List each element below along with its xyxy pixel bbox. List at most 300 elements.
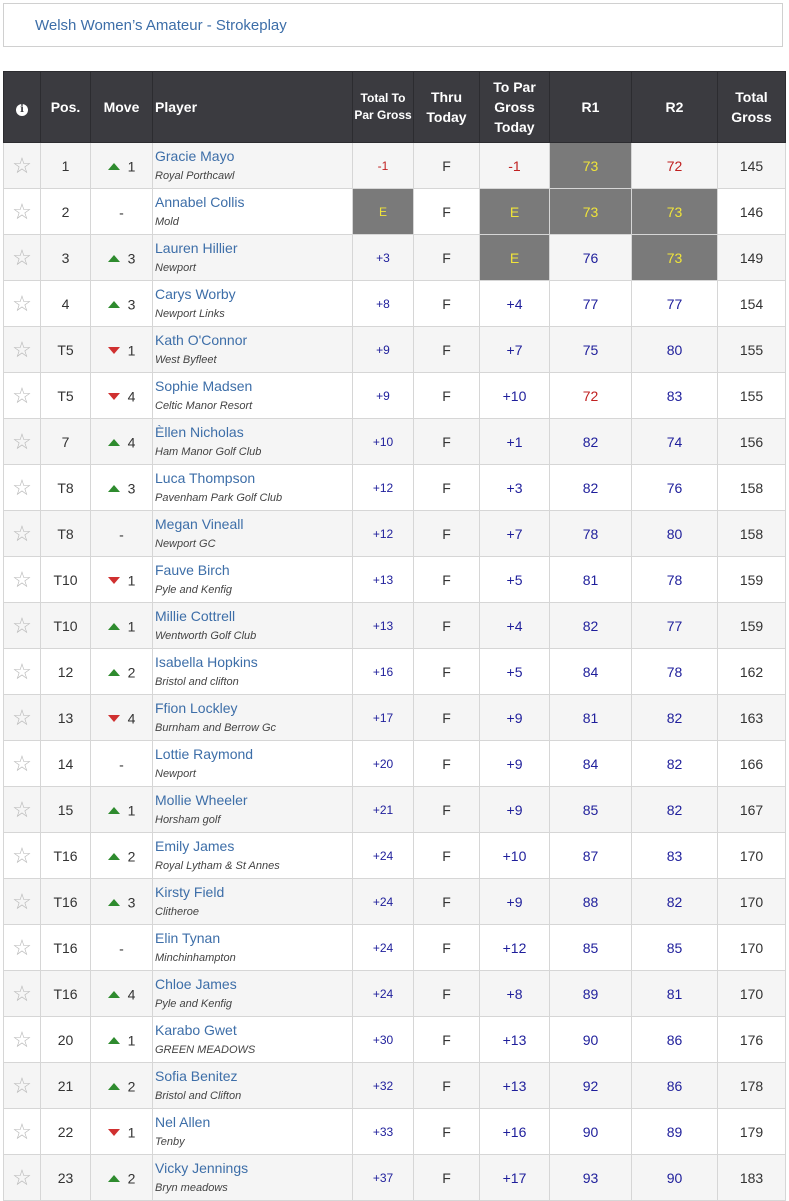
- thru-cell: F: [414, 327, 480, 373]
- player-name-link[interactable]: Isabella Hopkins: [155, 654, 258, 670]
- arrow-down-icon: [108, 347, 120, 354]
- arrow-up-icon: [108, 163, 120, 170]
- player-name-link[interactable]: Lauren Hillier: [155, 240, 238, 256]
- thru-cell: F: [414, 925, 480, 971]
- table-row[interactable]: [4, 879, 786, 925]
- thru-cell: F: [414, 511, 480, 557]
- thru-cell: F: [414, 833, 480, 879]
- total-to-par-cell: +16: [353, 649, 414, 695]
- total-to-par-cell: +21: [353, 787, 414, 833]
- to-par-today-cell: +5: [480, 649, 550, 695]
- star-icon[interactable]: ☆: [12, 520, 32, 546]
- info-header[interactable]: [4, 72, 41, 143]
- favorite-cell[interactable]: [4, 787, 41, 833]
- player-header: Player: [153, 72, 353, 143]
- player-cell: [153, 695, 353, 741]
- total-to-par-cell: +17: [353, 695, 414, 741]
- r2-cell: 90: [632, 1155, 718, 1201]
- total-to-par-cell: +12: [353, 465, 414, 511]
- player-name-link[interactable]: Vicky Jennings: [155, 1160, 249, 1176]
- star-icon[interactable]: ☆: [12, 290, 32, 316]
- player-name-link[interactable]: Emily James: [155, 838, 235, 854]
- player-cell: [153, 971, 353, 1017]
- r1-cell: 84: [550, 649, 632, 695]
- total-gross-cell: 154: [718, 281, 786, 327]
- table-row[interactable]: [4, 1017, 786, 1063]
- total-to-par-cell: -1: [353, 143, 414, 189]
- total-gross-cell: 166: [718, 741, 786, 787]
- to-par-today-cell: +16: [480, 1109, 550, 1155]
- thru-cell: F: [414, 373, 480, 419]
- arrow-down-icon: [108, 393, 120, 400]
- table-row[interactable]: [4, 925, 786, 971]
- r2-cell: 83: [632, 833, 718, 879]
- move-header: Move: [91, 72, 153, 143]
- to-par-today-cell: +10: [480, 373, 550, 419]
- star-icon[interactable]: ☆: [12, 750, 32, 776]
- player-name-link[interactable]: Carys Worby: [155, 286, 236, 302]
- player-name-link[interactable]: Kirsty Field: [155, 884, 225, 900]
- total-to-par-cell: +8: [353, 281, 414, 327]
- favorite-cell[interactable]: [4, 1017, 41, 1063]
- player-cell: [153, 1017, 353, 1063]
- player-name-link[interactable]: Annabel Collis: [155, 194, 245, 210]
- thru-cell: F: [414, 1063, 480, 1109]
- table-row[interactable]: [4, 1063, 786, 1109]
- player-cell: [153, 741, 353, 787]
- player-cell: [153, 1063, 353, 1109]
- move-cell: [91, 649, 153, 695]
- r1-cell: 84: [550, 741, 632, 787]
- total-to-par-cell: +12: [353, 511, 414, 557]
- arrow-up-icon: [108, 669, 120, 676]
- player-cell: [153, 465, 353, 511]
- r2-cell: 73: [632, 189, 718, 235]
- move-value: 2: [127, 1078, 136, 1095]
- table-row[interactable]: [4, 281, 786, 327]
- total-to-par-cell: +33: [353, 1109, 414, 1155]
- r2-cell: 82: [632, 879, 718, 925]
- favorite-cell[interactable]: [4, 235, 41, 281]
- move-cell: [91, 557, 153, 603]
- total-to-par-cell: +9: [353, 327, 414, 373]
- position-cell: T10: [41, 603, 91, 649]
- table-row[interactable]: [4, 373, 786, 419]
- star-icon[interactable]: ☆: [12, 428, 32, 454]
- r1-cell: 72: [550, 373, 632, 419]
- position-cell: T16: [41, 925, 91, 971]
- position-cell: T10: [41, 557, 91, 603]
- r2-cell: 82: [632, 695, 718, 741]
- favorite-cell[interactable]: [4, 419, 41, 465]
- star-icon[interactable]: ☆: [12, 796, 32, 822]
- to-par-today-cell: +9: [480, 879, 550, 925]
- player-cell: [153, 649, 353, 695]
- move-cell: [91, 511, 153, 557]
- r1-cell: 85: [550, 787, 632, 833]
- player-cell: [153, 925, 353, 971]
- player-name-link[interactable]: Fauve Birch: [155, 562, 230, 578]
- move-cell: [91, 1063, 153, 1109]
- to-par-today-cell: +5: [480, 557, 550, 603]
- total-gross-cell: 170: [718, 971, 786, 1017]
- thru-cell: F: [414, 1109, 480, 1155]
- thru-cell: F: [414, 787, 480, 833]
- player-cell: [153, 327, 353, 373]
- table-row[interactable]: [4, 695, 786, 741]
- r1-cell: 78: [550, 511, 632, 557]
- move-cell: [91, 695, 153, 741]
- to-par-today-cell: +7: [480, 511, 550, 557]
- player-name-link[interactable]: Karabo Gwet: [155, 1022, 237, 1038]
- star-icon[interactable]: ☆: [12, 658, 32, 684]
- to-par-today-cell: +3: [480, 465, 550, 511]
- table-row[interactable]: [4, 787, 786, 833]
- total-to-par-cell: +30: [353, 1017, 414, 1063]
- total-to-par-cell: +24: [353, 879, 414, 925]
- move-value: 1: [127, 1032, 136, 1049]
- player-club: Bryn meadows: [155, 1182, 228, 1194]
- table-row[interactable]: [4, 971, 786, 1017]
- to-par-today-cell: +12: [480, 925, 550, 971]
- star-icon[interactable]: ☆: [12, 244, 32, 270]
- total-gross-cell: 158: [718, 465, 786, 511]
- r2-cell: 86: [632, 1017, 718, 1063]
- r1-cell: 90: [550, 1109, 632, 1155]
- star-icon[interactable]: ☆: [12, 566, 32, 592]
- leaderboard-table: [3, 71, 786, 1201]
- to-par-today-cell: +7: [480, 327, 550, 373]
- player-name-link[interactable]: Luca Thompson: [155, 470, 256, 486]
- star-icon[interactable]: ☆: [12, 382, 32, 408]
- r2-cell: 74: [632, 419, 718, 465]
- table-row[interactable]: [4, 419, 786, 465]
- player-club: Mold: [155, 216, 179, 228]
- thru-cell: F: [414, 603, 480, 649]
- header-row: [4, 72, 786, 143]
- player-club: Newport: [155, 262, 196, 274]
- total-to-par-cell: +20: [353, 741, 414, 787]
- total-gross-cell: 170: [718, 925, 786, 971]
- move-cell: [91, 373, 153, 419]
- r2-cell: 81: [632, 971, 718, 1017]
- to-par-today-cell: +4: [480, 603, 550, 649]
- thru-today-header: Thru Today: [414, 72, 480, 143]
- player-cell: [153, 603, 353, 649]
- star-icon[interactable]: ☆: [12, 980, 32, 1006]
- star-icon[interactable]: ☆: [12, 336, 32, 362]
- total-gross-cell: 167: [718, 787, 786, 833]
- r1-cell: 75: [550, 327, 632, 373]
- table-row[interactable]: [4, 465, 786, 511]
- favorite-cell[interactable]: [4, 1155, 41, 1201]
- move-cell: [91, 879, 153, 925]
- r2-cell: 85: [632, 925, 718, 971]
- table-row[interactable]: [4, 143, 786, 189]
- total-to-par-cell: +13: [353, 603, 414, 649]
- move-value: 1: [127, 342, 136, 359]
- table-row[interactable]: [4, 649, 786, 695]
- player-cell: [153, 557, 353, 603]
- to-par-today-cell: E: [480, 235, 550, 281]
- move-cell: [91, 833, 153, 879]
- thru-cell: F: [414, 235, 480, 281]
- thru-cell: F: [414, 971, 480, 1017]
- move-value: -: [119, 756, 124, 773]
- move-cell: [91, 603, 153, 649]
- move-cell: [91, 235, 153, 281]
- favorite-cell[interactable]: [4, 741, 41, 787]
- table-row[interactable]: [4, 557, 786, 603]
- player-cell: [153, 373, 353, 419]
- thru-cell: F: [414, 557, 480, 603]
- player-name-link[interactable]: Chloe James: [155, 976, 237, 992]
- player-cell: [153, 787, 353, 833]
- move-cell: [91, 787, 153, 833]
- total-to-par-cell: +24: [353, 971, 414, 1017]
- total-gross-cell: 156: [718, 419, 786, 465]
- r2-cell: 82: [632, 787, 718, 833]
- player-club: Newport: [155, 768, 196, 780]
- total-gross-cell: 176: [718, 1017, 786, 1063]
- favorite-cell[interactable]: [4, 143, 41, 189]
- favorite-cell[interactable]: [4, 971, 41, 1017]
- favorite-cell[interactable]: [4, 281, 41, 327]
- table-row[interactable]: [4, 511, 786, 557]
- to-par-today-cell: +9: [480, 741, 550, 787]
- favorite-cell[interactable]: [4, 465, 41, 511]
- star-icon[interactable]: ☆: [12, 152, 32, 178]
- player-club: Royal Lytham & St Annes: [155, 860, 280, 872]
- player-cell: [153, 143, 353, 189]
- player-club: Clitheroe: [155, 906, 200, 918]
- to-par-today-cell: +8: [480, 971, 550, 1017]
- player-club: Pyle and Kenfig: [155, 584, 233, 596]
- favorite-cell[interactable]: [4, 833, 41, 879]
- star-icon[interactable]: ☆: [12, 1118, 32, 1144]
- move-value: 2: [127, 848, 136, 865]
- total-gross-cell: 155: [718, 373, 786, 419]
- total-gross-cell: 170: [718, 879, 786, 925]
- favorite-cell[interactable]: [4, 1063, 41, 1109]
- arrow-up-icon: [108, 1083, 120, 1090]
- position-cell: 23: [41, 1155, 91, 1201]
- thru-cell: F: [414, 741, 480, 787]
- star-icon[interactable]: ☆: [12, 842, 32, 868]
- r1-cell: 82: [550, 419, 632, 465]
- player-club: Tenby: [155, 1136, 185, 1148]
- player-name-link[interactable]: Sofia Benitez: [155, 1068, 238, 1084]
- arrow-up-icon: [108, 255, 120, 262]
- arrow-up-icon: [108, 301, 120, 308]
- star-icon[interactable]: ☆: [12, 934, 32, 960]
- favorite-cell[interactable]: [4, 1109, 41, 1155]
- player-name-link[interactable]: Kath O'Connor: [155, 332, 248, 348]
- total-gross-cell: 158: [718, 511, 786, 557]
- player-club: Celtic Manor Resort: [155, 400, 253, 412]
- thru-cell: F: [414, 189, 480, 235]
- favorite-cell[interactable]: [4, 189, 41, 235]
- favorite-cell[interactable]: [4, 557, 41, 603]
- r1-header: R1: [550, 72, 632, 143]
- arrow-up-icon: [108, 485, 120, 492]
- total-gross-cell: 162: [718, 649, 786, 695]
- to-par-today-cell: +17: [480, 1155, 550, 1201]
- total-gross-cell: 159: [718, 603, 786, 649]
- total-to-par-cell: +9: [353, 373, 414, 419]
- move-cell: [91, 281, 153, 327]
- favorite-cell[interactable]: [4, 327, 41, 373]
- favorite-cell[interactable]: [4, 925, 41, 971]
- thru-cell: F: [414, 419, 480, 465]
- star-icon[interactable]: ☆: [12, 1072, 32, 1098]
- info-icon[interactable]: i: [16, 104, 28, 116]
- r2-cell: 82: [632, 741, 718, 787]
- favorite-cell[interactable]: [4, 649, 41, 695]
- to-par-today-cell: +4: [480, 281, 550, 327]
- table-row[interactable]: [4, 741, 786, 787]
- move-cell: [91, 327, 153, 373]
- arrow-up-icon: [108, 991, 120, 998]
- total-to-par-cell: +3: [353, 235, 414, 281]
- r2-cell: 78: [632, 649, 718, 695]
- position-cell: T16: [41, 833, 91, 879]
- position-cell: 14: [41, 741, 91, 787]
- move-value: 2: [127, 664, 136, 681]
- player-club: Newport Links: [155, 308, 225, 320]
- move-cell: [91, 971, 153, 1017]
- move-value: 1: [127, 572, 136, 589]
- star-icon[interactable]: ☆: [12, 474, 32, 500]
- arrow-down-icon: [108, 715, 120, 722]
- move-value: 4: [127, 710, 136, 727]
- star-icon[interactable]: ☆: [12, 1164, 32, 1190]
- player-name-link[interactable]: Nel Allen: [155, 1114, 211, 1130]
- move-cell: [91, 189, 153, 235]
- position-cell: 21: [41, 1063, 91, 1109]
- star-icon[interactable]: ☆: [12, 198, 32, 224]
- player-name-link[interactable]: Millie Cottrell: [155, 608, 236, 624]
- move-cell: [91, 465, 153, 511]
- move-cell: [91, 925, 153, 971]
- thru-cell: F: [414, 143, 480, 189]
- player-name-link[interactable]: Mollie Wheeler: [155, 792, 248, 808]
- player-club: GREEN MEADOWS: [155, 1044, 256, 1056]
- table-row[interactable]: [4, 1155, 786, 1201]
- move-value: 2: [127, 1170, 136, 1187]
- r2-cell: 78: [632, 557, 718, 603]
- position-cell: T5: [41, 327, 91, 373]
- total-gross-header: Total Gross: [718, 72, 786, 143]
- r2-cell: 77: [632, 603, 718, 649]
- player-club: Newport GC: [155, 538, 216, 550]
- move-value: 4: [127, 388, 136, 405]
- position-cell: T5: [41, 373, 91, 419]
- star-icon[interactable]: ☆: [12, 1026, 32, 1052]
- player-club: Minchinhampton: [155, 952, 236, 964]
- player-club: Ham Manor Golf Club: [155, 446, 262, 458]
- move-cell: [91, 1109, 153, 1155]
- favorite-cell[interactable]: [4, 511, 41, 557]
- move-cell: [91, 143, 153, 189]
- r1-cell: 92: [550, 1063, 632, 1109]
- r1-cell: 87: [550, 833, 632, 879]
- player-club: Bristol and Clifton: [155, 1090, 242, 1102]
- table-row[interactable]: [4, 327, 786, 373]
- r1-cell: 88: [550, 879, 632, 925]
- move-cell: [91, 419, 153, 465]
- total-gross-cell: 159: [718, 557, 786, 603]
- favorite-cell[interactable]: [4, 695, 41, 741]
- player-name-link[interactable]: Ffion Lockley: [155, 700, 238, 716]
- position-cell: T16: [41, 879, 91, 925]
- player-name-link[interactable]: Elin Tynan: [155, 930, 221, 946]
- pos-header: Pos.: [41, 72, 91, 143]
- total-gross-cell: 170: [718, 833, 786, 879]
- table-row[interactable]: [4, 603, 786, 649]
- r1-cell: 82: [550, 465, 632, 511]
- position-cell: 22: [41, 1109, 91, 1155]
- table-row[interactable]: [4, 833, 786, 879]
- star-icon[interactable]: ☆: [12, 704, 32, 730]
- player-name-link[interactable]: Èllen Nicholas: [155, 424, 244, 440]
- leaderboard-title[interactable]: Welsh Women’s Amateur - Strokeplay: [35, 17, 287, 34]
- star-icon[interactable]: ☆: [12, 888, 32, 914]
- move-value: 1: [127, 802, 136, 819]
- total-gross-cell: 146: [718, 189, 786, 235]
- player-name-link[interactable]: Lottie Raymond: [155, 746, 254, 762]
- table-row[interactable]: [4, 235, 786, 281]
- total-gross-cell: 179: [718, 1109, 786, 1155]
- move-value: -: [119, 204, 124, 221]
- player-name-link[interactable]: Sophie Madsen: [155, 378, 253, 394]
- table-row[interactable]: [4, 189, 786, 235]
- thru-cell: F: [414, 281, 480, 327]
- position-cell: T8: [41, 511, 91, 557]
- r2-cell: 80: [632, 511, 718, 557]
- total-gross-cell: 178: [718, 1063, 786, 1109]
- position-cell: 13: [41, 695, 91, 741]
- table-row[interactable]: [4, 1109, 786, 1155]
- total-gross-cell: 149: [718, 235, 786, 281]
- position-cell: 4: [41, 281, 91, 327]
- move-value: 3: [127, 480, 136, 497]
- r2-cell: 80: [632, 327, 718, 373]
- star-icon[interactable]: ☆: [12, 612, 32, 638]
- position-cell: 1: [41, 143, 91, 189]
- r1-cell: 93: [550, 1155, 632, 1201]
- player-name-link[interactable]: Megan Vineall: [155, 516, 244, 532]
- to-par-today-header: To Par Gross Today: [480, 72, 550, 143]
- player-name-link[interactable]: Gracie Mayo: [155, 148, 235, 164]
- arrow-up-icon: [108, 1175, 120, 1182]
- to-par-today-cell: +1: [480, 419, 550, 465]
- r1-cell: 76: [550, 235, 632, 281]
- thru-cell: F: [414, 465, 480, 511]
- thru-cell: F: [414, 879, 480, 925]
- favorite-cell[interactable]: [4, 879, 41, 925]
- favorite-cell[interactable]: [4, 373, 41, 419]
- total-to-par-cell: +24: [353, 925, 414, 971]
- move-value: 1: [127, 618, 136, 635]
- position-cell: T8: [41, 465, 91, 511]
- total-to-par-cell: +10: [353, 419, 414, 465]
- r2-cell: 83: [632, 373, 718, 419]
- move-cell: [91, 1155, 153, 1201]
- thru-cell: F: [414, 1017, 480, 1063]
- move-value: 3: [127, 250, 136, 267]
- favorite-cell[interactable]: [4, 603, 41, 649]
